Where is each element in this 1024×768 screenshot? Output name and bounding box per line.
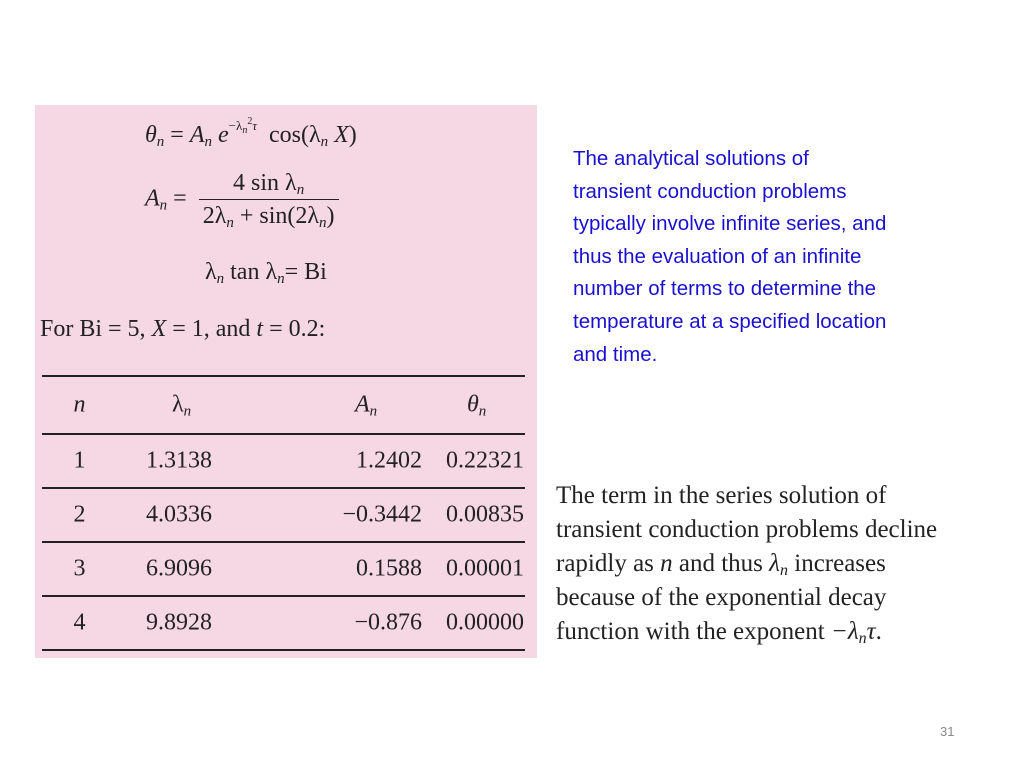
header-a: $A_n$: [355, 391, 378, 420]
cell-theta: 0.00000: [446, 609, 524, 636]
page-number: 31: [940, 724, 955, 739]
cell-lambda: 4.0336: [146, 501, 212, 528]
header-theta: $\theta_n$: [467, 391, 487, 420]
explanation-line: typically involve infinite series, and: [573, 212, 887, 236]
cell-theta: 0.00001: [446, 555, 524, 582]
cell-lambda: 9.8928: [146, 609, 212, 636]
cell-n: 1: [73, 447, 86, 474]
explanation-line: number of terms to determine the: [573, 277, 877, 301]
cell-theta: 0.00835: [446, 501, 524, 528]
cell-n: 2: [73, 501, 86, 528]
cell-n: 3: [73, 555, 86, 582]
note-line: transient conduction problems decline: [556, 516, 938, 543]
coefficient-equation: $A_n$ = $\frac{4 \sin \lambda_n}{2\lambda_n + \sin(2\lambda_n)}$: [145, 170, 339, 230]
table-row: [42, 487, 525, 541]
theta-equation: $\theta_n = A_n$ $e^{-\lambda_n^2\tau}$ $\cos(\lambda_n$ X): [145, 116, 357, 150]
cell-n: 4: [73, 609, 86, 636]
note-line: rapidly as n and thus $\lambda_n$ increases: [556, 550, 886, 579]
explanation-line: The analytical solutions of: [573, 147, 809, 170]
coefficient-fraction: $\frac{4 \sin \lambda_n}{2\lambda_n + \sin(2\lambda_n)}$: [199, 170, 339, 230]
cell-lambda: 6.9096: [146, 555, 212, 582]
note-line: because of the exponential decay: [556, 584, 887, 611]
header-lambda: $\lambda_n$: [172, 391, 192, 420]
eigenvalue-equation: $\lambda_n$ $\tan \lambda_n= Bi$: [205, 259, 327, 287]
cell-a: 1.2402: [356, 447, 422, 474]
note-line: function with the exponent $-\lambda_n\tau$.: [556, 618, 882, 647]
cell-lambda: 1.3138: [146, 447, 212, 474]
explanation-line: and time.: [573, 342, 658, 366]
series-decay-note: [556, 479, 1016, 649]
explanation-line: transient conduction problems: [573, 179, 847, 203]
cell-a: −0.876: [354, 609, 422, 636]
parameters-line: For Bi = 5, X = 1, and t = 0.2:: [40, 316, 326, 342]
table-row: [42, 433, 525, 487]
explanation-text: [573, 143, 983, 371]
table-header-row: [42, 375, 525, 433]
table-row: [42, 595, 525, 651]
series-terms-table: [42, 375, 525, 651]
explanation-line: thus the evaluation of an infinite: [573, 244, 862, 268]
table-row: [42, 541, 525, 595]
header-n: n: [73, 391, 86, 418]
cell-a: −0.3442: [342, 501, 422, 528]
cell-a: 0.1588: [356, 555, 422, 582]
note-line: The term in the series solution of: [556, 482, 887, 509]
cell-theta: 0.22321: [446, 447, 524, 474]
explanation-line: temperature at a specified location: [573, 309, 887, 333]
